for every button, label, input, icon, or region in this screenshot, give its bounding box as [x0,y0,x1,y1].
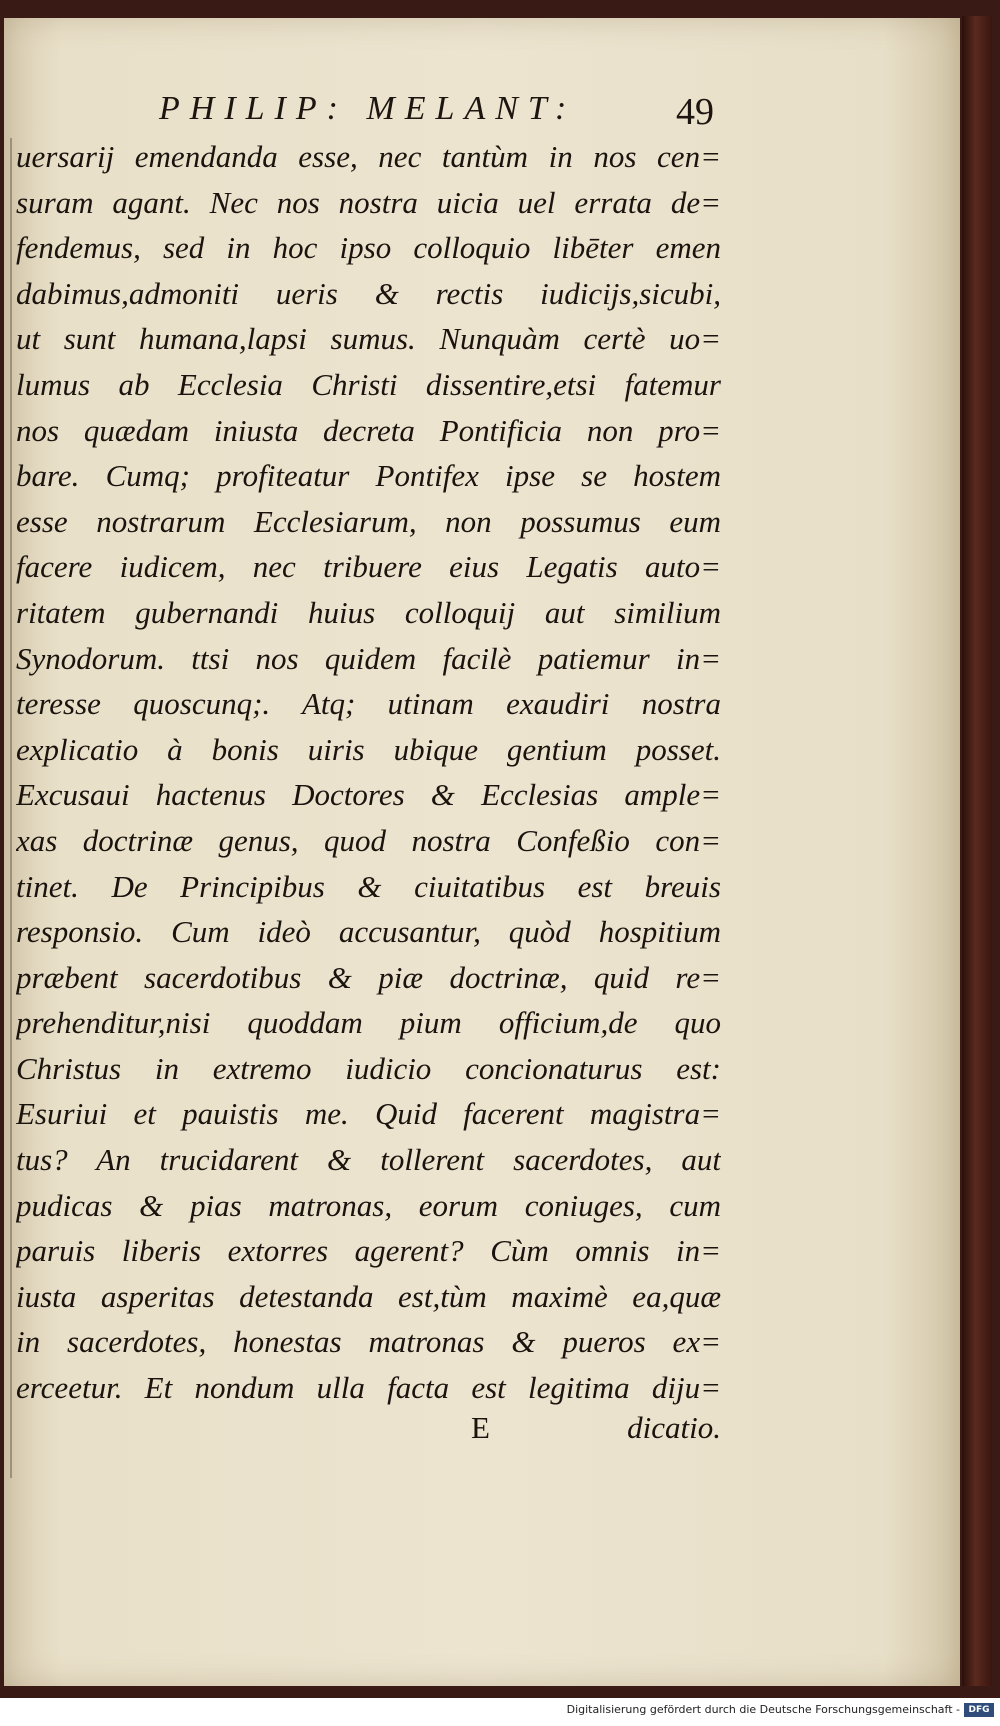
text-line: esse nostrarum Ecclesiarum, non possumus eum [16,503,721,539]
signature-mark: E [471,1410,490,1445]
text-line: Synodorum. ttsi nos quidem facilè patiemur in= [16,640,721,676]
text-line: xas doctrinæ genus, quod nostra Confeßio con= [16,822,721,858]
running-head: PHILIP: MELANT: [159,90,577,127]
text-line: dabimus,admoniti ueris & rectis iudicijs,sicubi, [16,275,721,311]
dfg-logo: DFG [964,1703,994,1717]
text-line: præbent sacerdotibus & piæ doctrinæ, quid re= [16,959,721,995]
text-line: tus? An trucidarent & tollerent sacerdotes, aut [16,1142,721,1178]
text-line: explicatio à bonis uiris ubique gentium posset. [16,731,721,767]
credit-bar [0,1698,1000,1726]
text-line: lumus ab Ecclesia Christi dissentire,etsi fatemur [16,366,721,402]
catchword: dicatio. [627,1410,721,1445]
page-footer [16,1410,721,1456]
text-line: suram agant. Nec nos nostra uicia uel errata de= [16,184,721,220]
text-line: Christus in extremo iudicio concionaturus est: [16,1050,721,1086]
text-line: uersarij emendanda esse, nec tantùm in nos cen= [16,139,721,174]
text-line: Excusaui hactenus Doctores & Ecclesias ample= [16,777,721,813]
text-line: iusta asperitas detestanda est,tùm maximè ea,quæ [16,1278,721,1314]
text-line: pudicas & pias matronas, eorum coniuges, cum [16,1187,721,1223]
text-line: teresse quoscunq;. Atq; utinam exaudiri nostra [16,686,721,722]
text-line: Esuriui et pauistis me. Quid facerent magistra= [16,1096,721,1132]
text-line: bare. Cumq; profiteatur Pontifex ipse se hostem [16,458,721,494]
text-line: responsio. Cum ideò accusantur, quòd hospitium [16,914,721,950]
text-line: prehenditur,nisi quoddam pium officium,de quo [16,1005,721,1041]
gutter-rule [10,138,12,1478]
text-line: in sacerdotes, honestas matronas & pueros ex= [16,1324,721,1360]
text-line: nos quædam iniusta decreta Pontificia non pro= [16,412,721,448]
text-line: ut sunt humana,lapsi sumus. Nunquàm certè uo= [16,321,721,357]
text-line: paruis liberis extorres agerent? Cùm omnis in= [16,1233,721,1269]
text-line: facere iudicem, nec tribuere eius Legatis auto= [16,549,721,585]
text-line: tinet. De Principibus & ciuitatibus est breuis [16,868,721,904]
text-line: erceetur. Et nondum ulla facta est legitima diju= [16,1370,721,1406]
book-page [4,18,960,1686]
text-line: fendemus, sed in hoc ipso colloquio libēter emen [16,230,721,266]
text-line: ritatem gubernandi huius colloquij aut similium [16,594,721,630]
text-block [16,134,721,1411]
digitization-credit: Digitalisierung gefördert durch die Deutsche Forschungsgemeinschaft - [566,1703,960,1716]
book-edge [962,16,992,1686]
page-number: 49 [676,91,714,133]
